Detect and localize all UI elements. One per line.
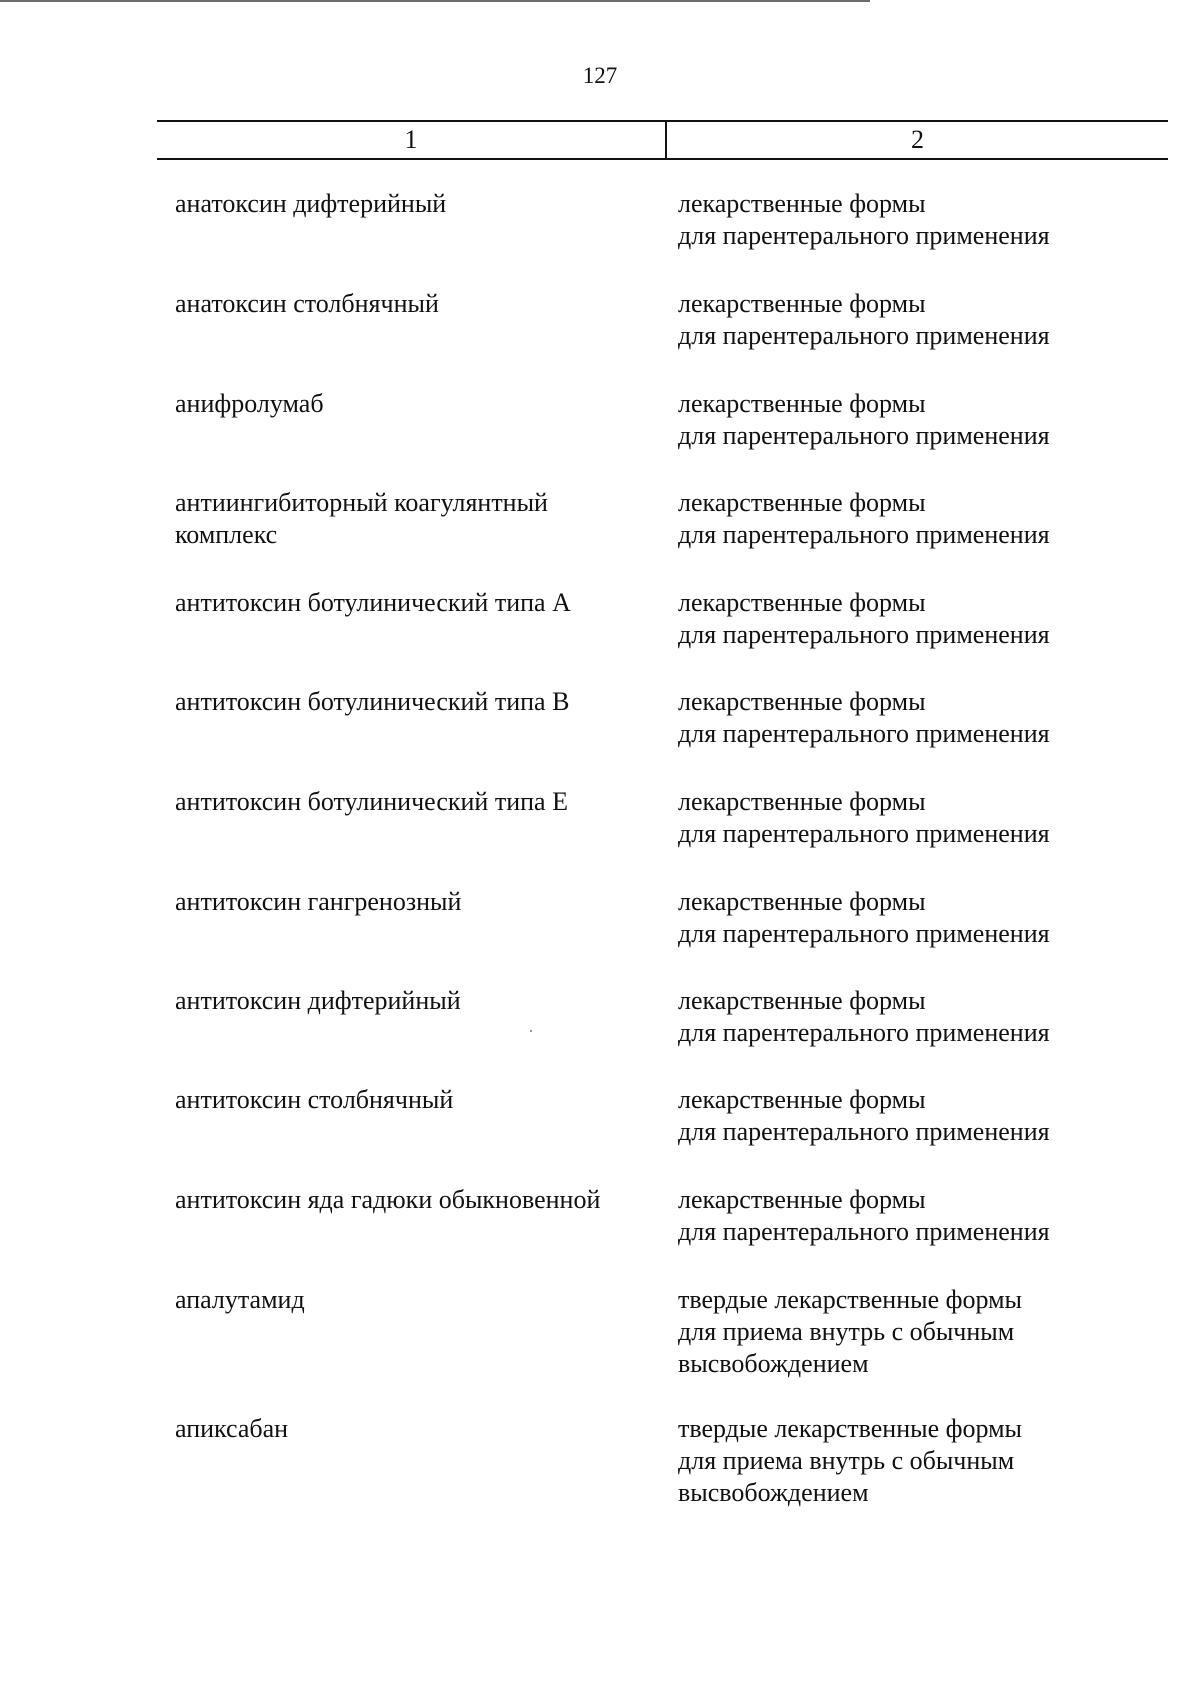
- drug-name-cell: [175, 388, 655, 420]
- dosage-form-line: высвобождением: [678, 1349, 869, 1378]
- drug-name-line: антиингибиторный коагулянтный: [175, 488, 548, 517]
- dosage-form-line: для парентерального применения: [678, 520, 1050, 549]
- drug-name-cell: [175, 288, 655, 320]
- dosage-form-line: лекарственные формы: [678, 389, 926, 418]
- dosage-form-line: твердые лекарственные формы: [678, 1414, 1022, 1443]
- drug-name-line: анатоксин дифтерийный: [175, 189, 447, 218]
- dosage-form-cell: [678, 388, 1178, 452]
- dosage-form-line: лекарственные формы: [678, 787, 926, 816]
- dosage-form-line: для парентерального применения: [678, 620, 1050, 649]
- drug-name-line: антитоксин ботулинический типа В: [175, 687, 570, 716]
- drug-name-cell: [175, 587, 655, 619]
- dosage-form-line: для парентерального применения: [678, 421, 1050, 450]
- dosage-form-line: лекарственные формы: [678, 887, 926, 916]
- drug-name-line: антитоксин ботулинический типа Е: [175, 787, 568, 816]
- dosage-form-cell: [678, 288, 1178, 352]
- dosage-form-line: для парентерального применения: [678, 321, 1050, 350]
- drug-name-line: антитоксин ботулинический типа А: [175, 588, 571, 617]
- table-header-bottom-rule: [157, 158, 1168, 160]
- dosage-form-cell: [678, 1184, 1178, 1248]
- drug-name-line: антитоксин гангренозный: [175, 887, 462, 916]
- drug-name-cell: [175, 188, 655, 220]
- drug-name-cell: [175, 786, 655, 818]
- dosage-form-line: для парентерального применения: [678, 819, 1050, 848]
- dosage-form-line: высвобождением: [678, 1478, 869, 1507]
- dosage-form-cell: [678, 886, 1178, 950]
- drug-name-line: антитоксин дифтерийный: [175, 986, 461, 1015]
- dosage-form-line: для парентерального применения: [678, 919, 1050, 948]
- dosage-form-cell: [678, 487, 1178, 551]
- dosage-form-line: для парентерального применения: [678, 221, 1050, 250]
- drug-name-line: антитоксин яда гадюки обыкновенной: [175, 1185, 601, 1214]
- dosage-form-cell: [678, 786, 1178, 850]
- dosage-form-line: лекарственные формы: [678, 687, 926, 716]
- dosage-form-cell: [678, 985, 1178, 1049]
- drug-name-cell: [175, 886, 655, 918]
- dosage-form-line: для парентерального применения: [678, 1117, 1050, 1146]
- drug-name-line: анифролумаб: [175, 389, 324, 418]
- drug-name-line: комплекс: [175, 520, 278, 549]
- drug-name-line: анатоксин столбнячный: [175, 289, 439, 318]
- page-number: 127: [582, 63, 618, 88]
- drug-name-cell: [175, 1184, 655, 1216]
- drug-name-cell: [175, 487, 655, 551]
- dosage-form-line: для парентерального применения: [678, 1217, 1050, 1246]
- dosage-form-line: для приема внутрь с обычным: [678, 1446, 1015, 1475]
- scan-edge-line: [0, 0, 870, 2]
- dosage-form-line: для парентерального применения: [678, 1018, 1050, 1047]
- dosage-form-cell: [678, 587, 1178, 651]
- drug-name-line: апиксабан: [175, 1414, 289, 1443]
- scan-speck: [530, 1030, 532, 1032]
- dosage-form-line: лекарственные формы: [678, 189, 926, 218]
- dosage-form-line: твердые лекарственные формы: [678, 1285, 1022, 1314]
- dosage-form-line: лекарственные формы: [678, 289, 926, 318]
- drug-name-cell: [175, 1284, 655, 1316]
- dosage-form-line: лекарственные формы: [678, 588, 926, 617]
- dosage-form-line: лекарственные формы: [678, 986, 926, 1015]
- dosage-form-cell: [678, 188, 1178, 252]
- drug-name-cell: [175, 1413, 655, 1445]
- dosage-form-cell: [678, 1413, 1178, 1509]
- dosage-form-line: для парентерального применения: [678, 719, 1050, 748]
- drug-name-cell: [175, 1084, 655, 1116]
- dosage-form-line: лекарственные формы: [678, 1085, 926, 1114]
- dosage-form-line: для приема внутрь с обычным: [678, 1317, 1015, 1346]
- drug-name-line: апалутамид: [175, 1285, 305, 1314]
- column-2-header: 2: [911, 125, 924, 154]
- drug-name-cell: [175, 985, 655, 1017]
- table-header-top-rule: [157, 120, 1168, 122]
- dosage-form-line: лекарственные формы: [678, 1185, 926, 1214]
- dosage-form-cell: [678, 1284, 1178, 1380]
- dosage-form-cell: [678, 1084, 1178, 1148]
- column-1-header: 1: [404, 125, 418, 154]
- dosage-form-cell: [678, 686, 1178, 750]
- drug-name-cell: [175, 686, 655, 718]
- drug-name-line: антитоксин столбнячный: [175, 1085, 454, 1114]
- dosage-form-line: лекарственные формы: [678, 488, 926, 517]
